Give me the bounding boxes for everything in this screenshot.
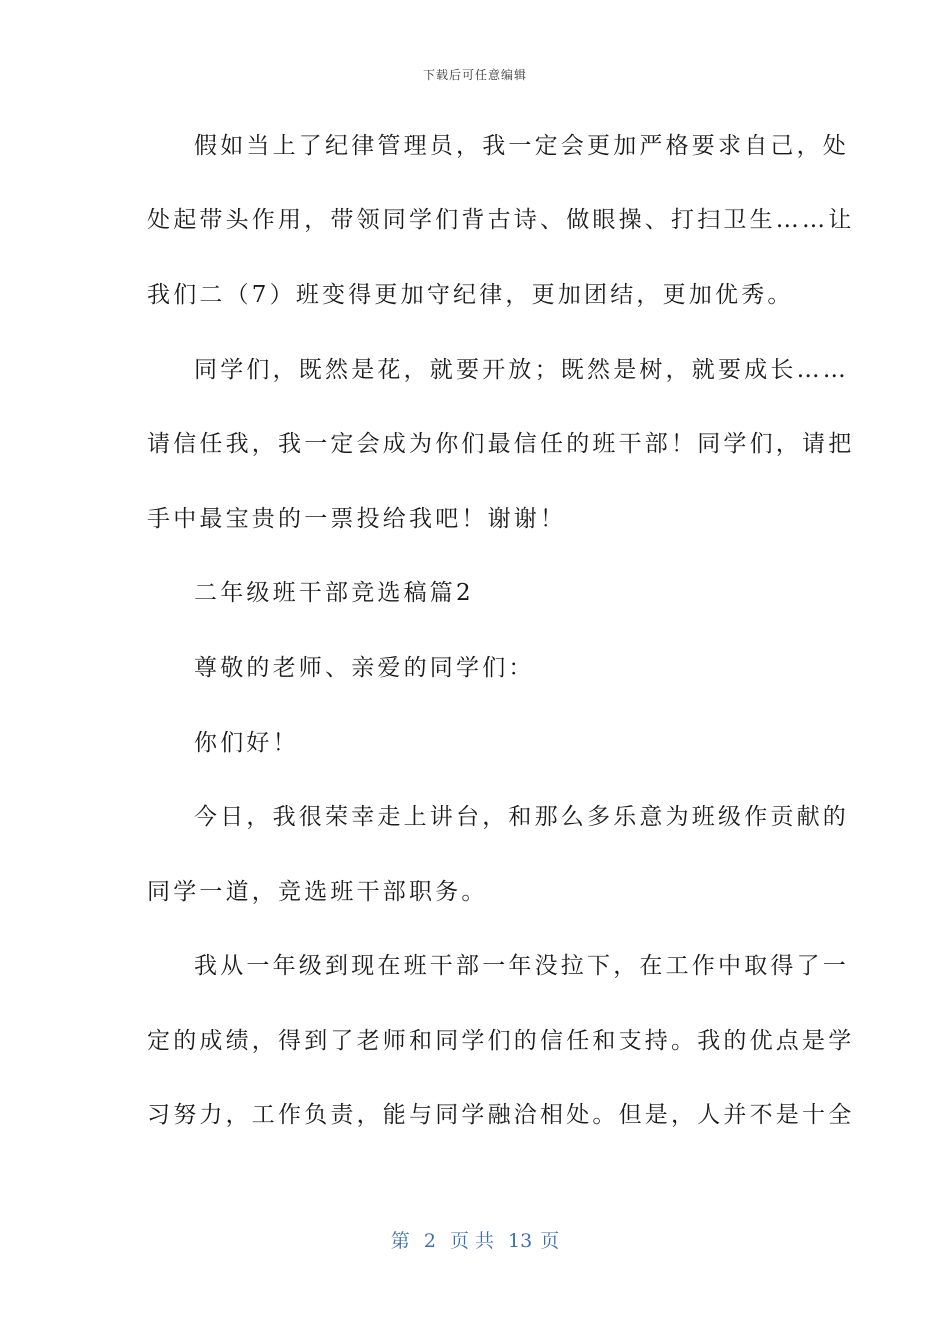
- paragraph-line: 今日，我很荣幸走上讲台，和那么多乐意为班级作贡献的: [194, 804, 849, 830]
- page-header: 下载后可任意编辑: [422, 68, 527, 82]
- paragraph-line: 请信任我，我一定会成为你们最信任的班干部！同学们，请把: [147, 431, 855, 457]
- paragraph-line: 同学们，既然是花，就要开放；既然是树，就要成长……: [194, 357, 849, 383]
- footer-prefix: 第: [390, 1230, 410, 1252]
- footer-suffix: 页: [540, 1230, 560, 1252]
- paragraph-line: 同学一道，竞选班干部职务。: [147, 879, 488, 905]
- paragraph-line: 我们二（7）班变得更加守纪律，更加团结，更加优秀。: [147, 282, 794, 308]
- total-page-count: 13: [508, 1230, 533, 1252]
- paragraph-line: 习努力，工作负责，能与同学融洽相处。但是，人并不是十全: [147, 1102, 855, 1128]
- footer-middle: 页 共: [449, 1230, 494, 1252]
- greeting: 你们好！: [194, 730, 299, 756]
- paragraph-line: 处起带头作用，带领同学们背古诗、做眼操、打扫卫生……让: [147, 207, 855, 233]
- paragraph-line: 手中最宝贵的一票投给我吧！谢谢！: [147, 506, 567, 532]
- current-page-number: 2: [423, 1230, 436, 1252]
- salutation: 尊敬的老师、亲爱的同学们：: [194, 655, 535, 681]
- paragraph-line: 假如当上了纪律管理员，我一定会更加严格要求自己，处: [194, 133, 849, 159]
- section-heading: 二年级班干部竞选稿篇2: [194, 580, 474, 606]
- paragraph-line: 定的成绩，得到了老师和同学们的信任和支持。我的优点是学: [147, 1028, 855, 1054]
- page-footer: [0, 1226, 950, 1253]
- paragraph-line: 我从一年级到现在班干部一年没拉下，在工作中取得了一: [194, 953, 849, 979]
